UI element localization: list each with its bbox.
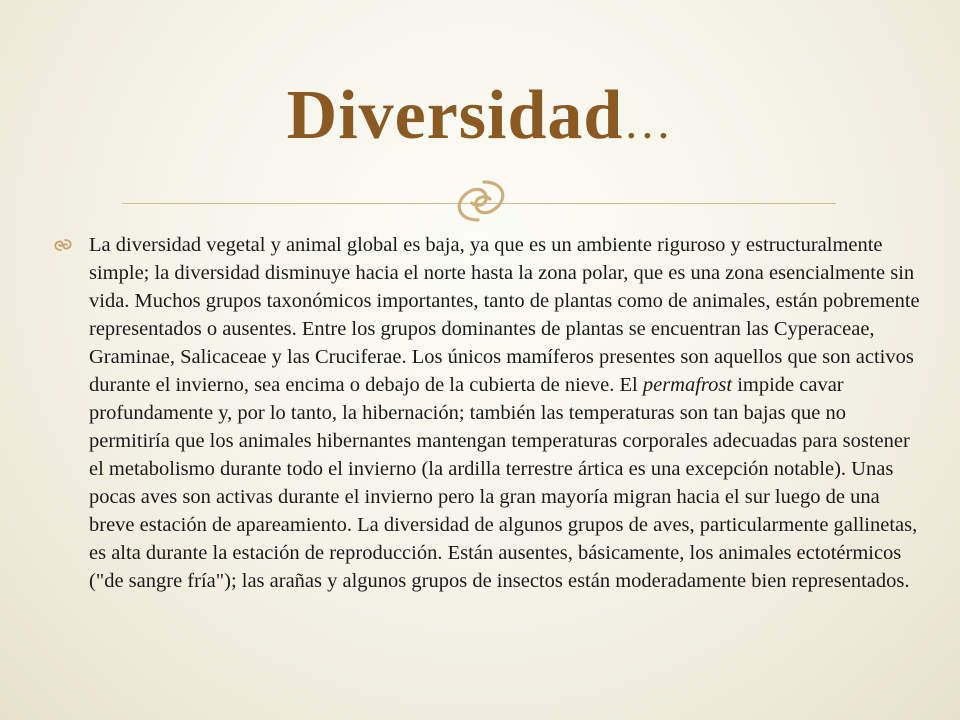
- body-bullet-list: [50, 231, 920, 595]
- paragraph-text-part1: La diversidad vegetal y animal global es baja, ya que es un ambiente riguroso y estructuralmente simple; la diversidad disminuye hacia el norte hasta la zona polar, que es una zona esencialmente sin vida. Muchos grupos taxonómicos importantes, tanto de plantas como de animales, están pobremente representados o ausentes. Entre los grupos dominantes de plantas se encuentran las Cyperaceae, Graminae, Salicaceae y las Cruciferae. Los únicos mamíferos presentes son aquellos que son activos durante el invierno, sea encima o debajo de la cubierta de nieve. El: [89, 234, 920, 396]
- paragraph-text-part2: impide cavar profundamente y, por lo tanto, la hibernación; también las temperaturas son tan bajas que no permitiría que los animales hibernantes mantengan temperaturas corporales adecuadas para sostener el metabolismo durante todo el invierno (la ardilla terrestre ártica es una excepción notable). Unas pocas aves son activas durante el invierno pero la gran mayoría migran hacia el sur luego de una breve estación de apareamiento. La diversidad de algunos grupos de aves, particularmente gallinetas, es alta durante la estación de reproducción. Están ausentes, básicamente, los animales ectotérmicos ("de sangre fría"); las arañas y algunos grupos de insectos están moderadamente bien representados.: [89, 374, 918, 592]
- decorative-bullet-icon: [52, 238, 74, 252]
- title-text: Diversidad: [286, 77, 624, 154]
- title-ellipsis: …: [623, 96, 674, 149]
- body-paragraph: [50, 231, 920, 595]
- paragraph-italic-term: permafrost: [642, 374, 733, 396]
- decorative-scroll-icon: [448, 176, 514, 226]
- slide-title: [0, 74, 960, 165]
